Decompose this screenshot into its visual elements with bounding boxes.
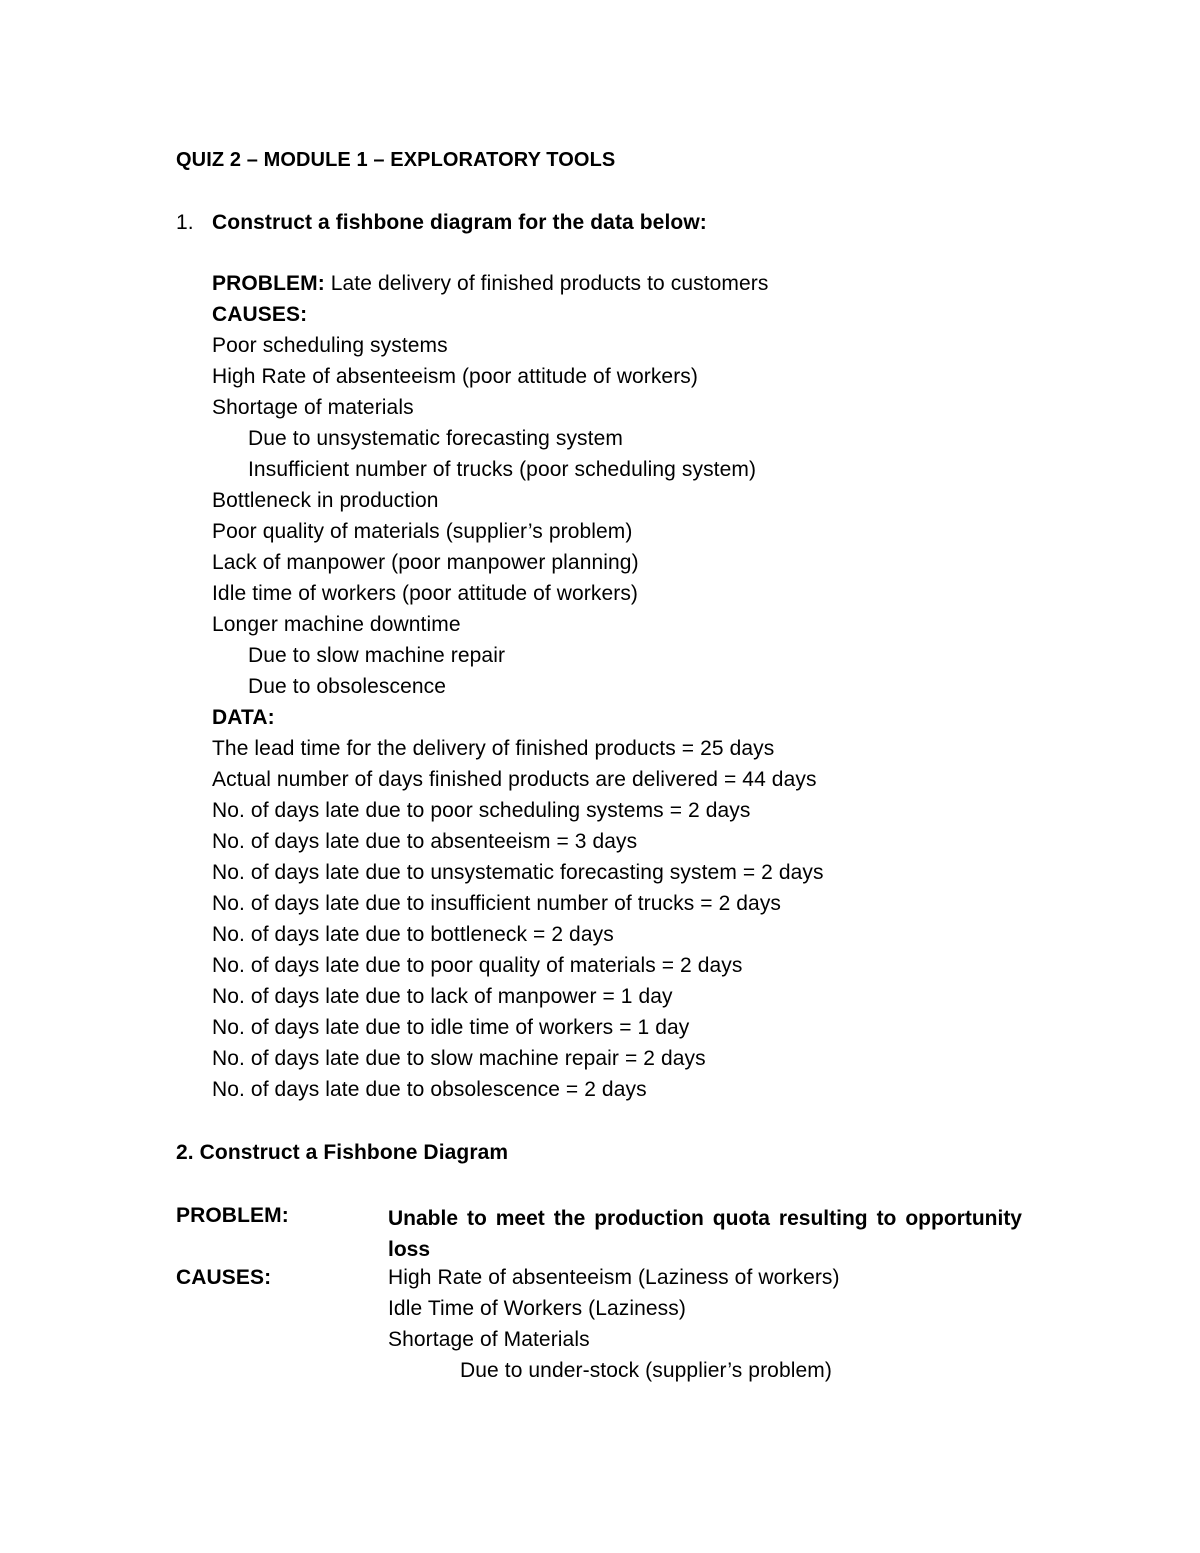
q1-data-item: The lead time for the delivery of finished products = 25 days <box>212 737 775 760</box>
q2-cause-item: Shortage of Materials <box>388 1328 590 1351</box>
q1-data-item: No. of days late due to lack of manpower = 1 day <box>212 985 673 1008</box>
q2-cause-item: High Rate of absenteeism (Laziness of workers) <box>388 1266 840 1289</box>
q1-sub-cause-item: Due to obsolescence <box>248 675 447 698</box>
q1-cause-item: Lack of manpower (poor manpower planning) <box>212 551 639 574</box>
q1-sub-cause-item: Due to unsystematic forecasting system <box>248 427 623 450</box>
q1-data-item: No. of days late due to idle time of workers = 1 day <box>212 1016 690 1039</box>
q1-data-item: Actual number of days finished products are delivered = 44 days <box>212 768 817 791</box>
q1-problem-line <box>212 271 768 297</box>
q1-data-item: No. of days late due to bottleneck = 2 days <box>212 923 614 946</box>
q2-problem-label: PROBLEM: <box>176 1204 289 1227</box>
q2-cause-item: Idle Time of Workers (Laziness) <box>388 1297 686 1320</box>
q2-causes-label: CAUSES: <box>176 1266 272 1289</box>
quiz-title: QUIZ 2 – MODULE 1 – EXPLORATORY TOOLS <box>176 149 616 171</box>
q1-data-item: No. of days late due to absenteeism = 3 days <box>212 830 638 853</box>
q1-data-item: No. of days late due to poor quality of materials = 2 days <box>212 954 743 977</box>
question-1-number: 1. <box>176 211 194 234</box>
question-2-heading: 2. Construct a Fishbone Diagram <box>176 1141 509 1164</box>
q2-problem-text: Unable to meet the production quota resulting to opportunity loss <box>388 1207 1022 1261</box>
question-1-heading: Construct a fishbone diagram for the data below: <box>212 211 707 234</box>
q1-sub-cause-item: Insufficient number of trucks (poor scheduling system) <box>248 458 757 481</box>
q1-data-item: No. of days late due to poor scheduling systems = 2 days <box>212 799 751 822</box>
q1-sub-cause-item: Due to slow machine repair <box>248 644 506 667</box>
q1-cause-item: High Rate of absenteeism (poor attitude of workers) <box>212 365 698 388</box>
q1-data-item: No. of days late due to slow machine repair = 2 days <box>212 1047 706 1070</box>
q1-cause-item: Longer machine downtime <box>212 613 461 636</box>
q1-cause-item: Idle time of workers (poor attitude of workers) <box>212 582 639 605</box>
q1-cause-item: Bottleneck in production <box>212 489 439 512</box>
q1-data-item: No. of days late due to obsolescence = 2 days <box>212 1078 647 1101</box>
q1-data-item: No. of days late due to unsystematic forecasting system = 2 days <box>212 861 824 884</box>
q1-cause-item: Poor quality of materials (supplier’s problem) <box>212 520 633 543</box>
q1-causes-label: CAUSES: <box>212 303 308 326</box>
q1-data-label: DATA: <box>212 706 275 729</box>
q2-sub-cause-item: Due to under-stock (supplier’s problem) <box>460 1359 832 1382</box>
q1-problem-text: Late delivery of finished products to customers <box>324 272 769 295</box>
q1-problem-label: PROBLEM: <box>212 272 325 295</box>
q1-cause-item: Shortage of materials <box>212 396 414 419</box>
q1-data-item: No. of days late due to insufficient number of trucks = 2 days <box>212 892 782 915</box>
q1-cause-item: Poor scheduling systems <box>212 334 448 357</box>
